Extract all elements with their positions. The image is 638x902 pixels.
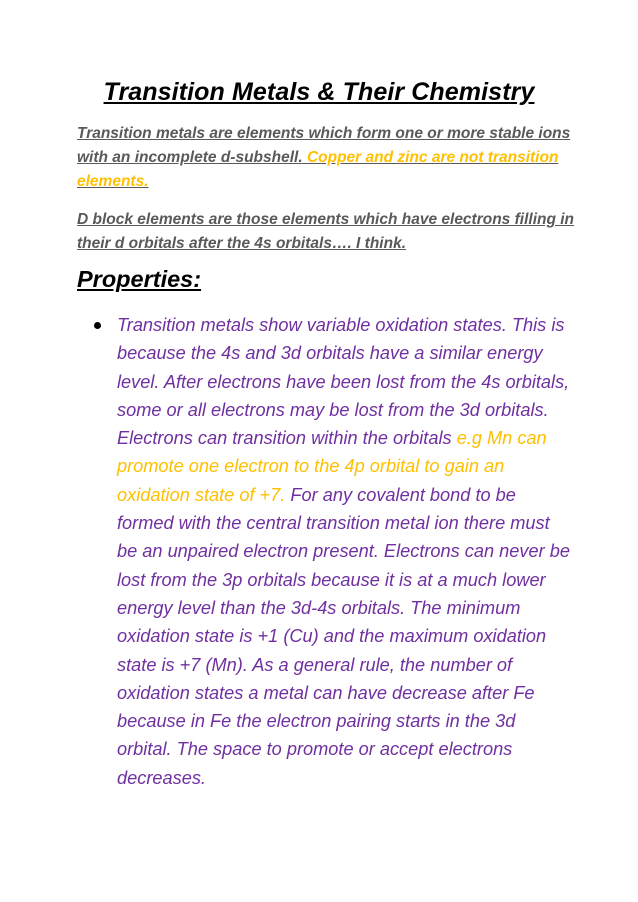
definition-text: Transition metals are elements which form one or more stable ions with an incomplete d-subshell. — [77, 125, 571, 166]
bullet-icon — [94, 322, 101, 329]
properties-list — [94, 311, 574, 792]
intro-paragraph-d-block: D block elements are those elements which have electrons filling in their d orbitals after the 4s orbitals…. I think. — [77, 211, 575, 252]
oxidation-states-text: Transition metals show variable oxidation states. This is because the 4s and 3d orbitals have a similar energy level. After electrons have been lost from the 4s orbitals, some or all electrons may be lost from the 3d orbitals. Electrons can transition within the orbitals — [117, 315, 570, 449]
intro-paragraph-definition — [77, 122, 577, 194]
properties-heading: Properties: — [77, 266, 202, 292]
covalent-bond-text: For any covalent bond to be formed with the central transition metal ion there must be an unpaired electron present. Electrons can never be lost from the 3p orbitals because it is at a much lower energy level than the 3d-4s orbitals. The minimum oxidation state is +1 (Cu) and the maximum oxidation state is +7 (Mn). As a general rule, the number of oxidation states a metal can have decrease after Fe because in Fe the electron pairing starts in the 3d orbital. The space to promote or accept electrons decreases. — [117, 484, 570, 788]
manganese-example: e.g Mn can promote one electron to the 4p orbital to gain an oxidation state of +7. — [117, 428, 547, 505]
list-item — [94, 311, 574, 792]
copper-zinc-note: Copper and zinc are not transition elements. — [77, 149, 559, 190]
page-title: Transition Metals & Their Chemistry — [103, 78, 535, 106]
